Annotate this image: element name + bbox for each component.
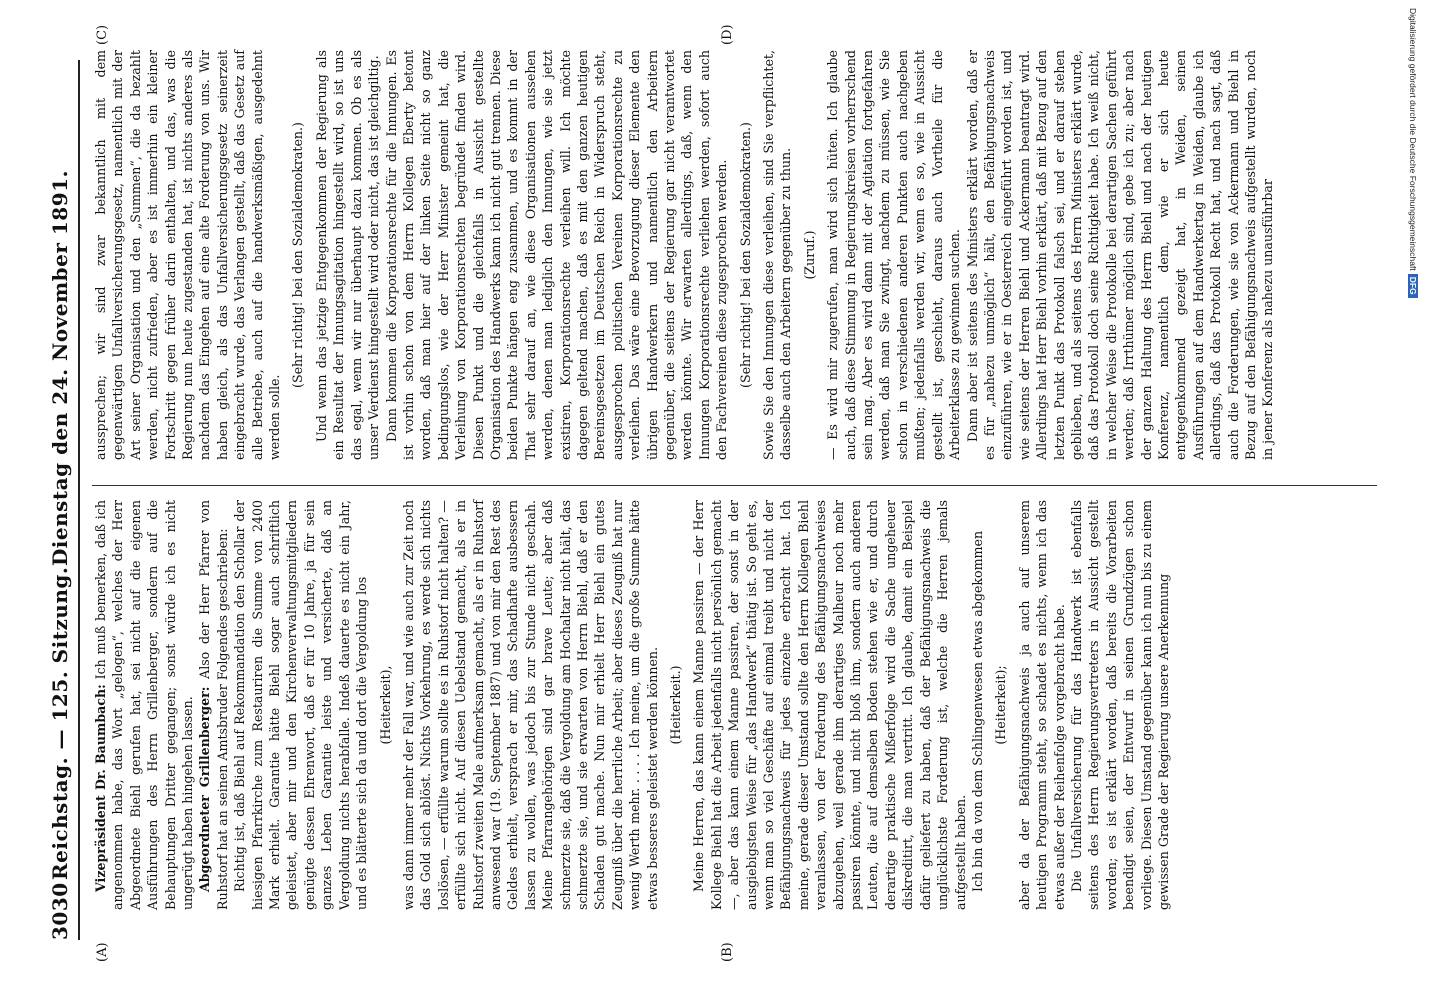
paragraph-text: Also der Herr Pfarrer von Ruhstorf hat an seinen Amtsbruder Folgendes geschrieben:	[197, 500, 230, 910]
paragraph	[313, 50, 383, 460]
quoted-letter	[231, 500, 370, 910]
paragraph-text: (Sehr richtig! bei den Sozialdemokraten.)	[290, 122, 306, 388]
paragraph	[760, 50, 795, 460]
credit-text: Digitalisierung gefördert durch die Deutsche Forschungsgemeinschaft	[1408, 8, 1418, 271]
paragraph	[400, 500, 661, 910]
session-title: Reichstag. — 125. Sitzung.	[48, 566, 72, 880]
paragraph-text: aber da der Befähigungsnachweis ja auch auf unserem heutigen Programm steht, so schadet es nichts, wenn ich das etwas außer der Reihenfolge vorgebracht habe.	[1016, 500, 1067, 910]
header-rule	[78, 60, 80, 940]
paragraph-text: (Zuruf.)	[801, 230, 817, 280]
paragraph-text: Ich muß bemerken, daß ich angenommen habe, das Wort „gelogen“, welches der Herr Abgeordnete Biehl gerufen hat, sei nicht auf die eigenen Ausführungen des Herrn Grillenberger, sondern auf die Behauptungen Dritter gegangen; sonst würde ich es nicht ungerügt haben hingehen lassen.	[93, 500, 196, 910]
paragraph-text: — Es wird mir zugerufen, man wird sich hüten. Ich glaube auch, daß diese Stimmung in Regierungskreisen vorherrschend sein mag. Aber es wird dann mit der Agitation fortgefahren werden, daß man Sie zwingt, nachdem zu müssen, wie Sie schon in verschiedenen anderen Punkten auch nachgeben mußten; jedenfalls werden wir, wenn es so, wie in Aussicht gestellt ist, geschieht, daraus auch Vortheile für die Arbeiterklasse zu gewinnen suchen.	[825, 50, 963, 460]
dfg-logo: DFG	[1408, 274, 1418, 298]
paragraph-text: Die Unfallversicherung für das Handwerk ist ebenfalls seitens des Herrn Regierungsvertreters in Aussicht gestellt worden; es ist erklärt worden, daß bereits die Vorarbeiten beendigt seien, der Entwurf in seinen Grundzügen schon vorliege. Diesen Umstand gegenüber kann ich nun bis zu einem gewissen Grade der Regierung unsere Anerkennung	[1068, 500, 1171, 910]
paragraph-text: (Sehr richtig! bei den Sozialdemokraten.)	[737, 122, 753, 388]
paragraph-text: Dann kommen die Korporationsrechte für die Innungen. Es ist vorhin schon von dem Herrn Kollegen Eberty betont worden, daß man hier auf der linken Seite nicht so ganz bedingungslos, wie der Herr Minister gemeint hat, die Verleihung von Korporationsrechten begründet finden wird. Diesen Punkt und die gleichfalls in Aussicht gestellte Organisation des Handwerks kann ich nicht gut trennen. Diese beiden Punkte hängen eng zusammen, und es kommt in der That sehr darauf an, wie diese Organisationen aussehen werden, denen man lediglich den Innungen, wie sie jetzt existiren, Korporationsrechte verleihen will. Ich möchte dagegen geltend machen, daß es mit den ganzen heutigen Bereinsgesetzen im Deutschen Reich in Widerspruch steht, ausgesprochen politischen Vereinen Korporationsrechte zu verleihen. Das wäre eine Bevorzugung dieser Elemente den übrigen Handwerkern und namentlich den Arbeitern gegenüber, die seitens der Regierung gar nicht verantwortet werden könnte. Wir erwarten allerdings, daß, wenn den Innungen Korporationsrechte verliehen werden, sofort auch den Fachvereinen diese zugesprochen werden.	[383, 50, 730, 460]
paragraph-text: was dann immer mehr der Fall war, und wie auch zur Zeit noch das Gold sich ablöst. Nichts Vorkehrung, es werde sich nichts loslösen, — erfüllte warum sollte es in Ruhstorf nicht halten? — erfüllte sich nicht. Auf diesen Uebelstand gemacht, als er in Ruhstorf zweiten Male aufmerksam gemacht, als er in Ruhstorf anwesend war (19. September 1887) und von mir den Rest des Geldes erhielt, versprach er mir, das Schadhafte ausbessern lassen zu wollen, was jedoch bis zur Stunde nicht geschah. Meine Pfarrangehörigen sind gar brave Leute; aber daß schmerzte sie, daß die Vergoldung am Hochaltar nicht hält, das schmerzte sie, und sie erwarten von Herrn Biehl, daß er den Schaden gut mache. Nun mir erhielt Herr Biehl ein gutes Zeugniß über die herrliche Arbeit; aber dieses Zeugniß hat nur wenig Werth mehr. . . . . Ich meine, um die große Summe hätte etwas besseres geleistet werden können.	[400, 500, 660, 910]
paragraph-text: Ich bin da von dem Schlingenwesen etwas abgekommen	[969, 530, 985, 892]
margin-mark-a: (A)	[95, 942, 110, 962]
margin-mark-d: (D)	[720, 24, 735, 45]
digitization-credit	[1408, 8, 1418, 298]
paragraph	[964, 50, 1277, 460]
interjection	[992, 500, 1009, 910]
paragraph-text: (Heiterkeit);	[993, 665, 1009, 745]
paragraph	[92, 50, 283, 460]
speaker-name: Abgeordneter Grillenberger:	[197, 686, 213, 892]
paragraph	[1068, 500, 1172, 910]
interjection	[801, 50, 818, 460]
paragraph-text: aussprechen; wir sind zwar bekanntlich mit dem gegenwärtigen Unfallversicherungsgesetz, namentlich mit der Art seiner Organisation und den „Summen“, die da bezahlt werden, nicht zufrieden, aber es ist immerhin ein kleiner Fortschritt gegen früher darin enthalten, und das, was die Regierung nun heute zugestanden hat, ist nichts anderes als nachdem das Eingehen auf eine alte Forderung von uns. Wir haben gleich, als das Unfallversicherungsgesetz seinerzeit eingebracht wurde, das Verlangen gestellt, daß das Gesetz auf alle Betriebe, auch auf die handwerksmäßigen, ausgedehnt werden solle.	[93, 50, 283, 460]
paragraph	[969, 500, 986, 910]
paragraph-text: (Heiterkeit),	[377, 665, 393, 745]
paragraph	[1016, 500, 1068, 910]
paragraph	[383, 50, 731, 460]
interjection	[737, 50, 754, 460]
interjection	[377, 500, 394, 910]
interjection	[667, 500, 684, 910]
paragraph	[824, 50, 963, 460]
column-divider	[92, 485, 1377, 486]
interjection	[289, 50, 306, 460]
speech-paragraph	[92, 500, 196, 910]
session-date: Dienstag den 24. November 1891.	[48, 170, 72, 567]
margin-mark-b: (B)	[720, 942, 735, 962]
page-number: 3030	[48, 882, 72, 940]
paragraph-text: Richtig ist, daß Biehl auf Rekommandation den Schollar der hiesigen Pfarrkirche zum Restauriren die Summe von 2400 Mark erhielt. Garantie hätte Biehl sogar auch schriftlich geleistet, aber mir und den Kirchenverwaltungsmitgliedern genügte dessen Ehrenwort, daß er für 10 Jahre, ja für sein ganzes Leben Garantie leiste und versicherte, daß an Vergoldung nichts herabfalle. Indeß dauerte es nicht ein Jahr, und es blätterte sich da und dort die Vergoldung los	[232, 500, 370, 910]
margin-mark-c: (C)	[95, 24, 110, 45]
paragraph	[690, 500, 969, 910]
paragraph-text: Meine Herren, das kann einem Manne passiren — der Herr Kollege Biehl hat die Arbeit jedenfalls nicht persönlich gemacht —, aber das kann einem Manne passiren, der sonst in der ausgiebigsten Weise für „das Handwerk“ thätig ist. So geht es, wenn man so viel Geschäfte auf einmal treibt und nicht der Befähigungsnachweis für jedes einzelne erbracht hat. Ich meine, gerade dieser Umstand sollte den Herrn Kollegen Biehl veranlassen, von der Forderung des Befähigungsnachweises abzugehen, weil gerade ihm derartiges Malheur noch mehr passiren könnte, und nicht bloß ihm, sondern auch anderen Leuten, die auf demselben Boden stehen wie er, und durch derartige praktische Mißerfolge wird die Sache ungeheuer diskreditirt, die man vertritt. Ich glaube, damit ein Beispiel dafür geliefert zu haben, daß der Befähigungsnachweis die unglücklichste Forderung ist, welche die Herren jemals aufgestellt haben.	[691, 500, 968, 910]
page-header	[48, 60, 78, 940]
right-column	[92, 50, 1277, 460]
speaker-name: Vizepräsident Dr. Baumbach:	[93, 684, 108, 892]
paragraph-text: Sowie Sie den Innungen diese verleihen, sind Sie verpflichtet, dasselbe auch den Arbeitern gegenüber zu thun.	[761, 50, 794, 460]
left-column	[92, 500, 1172, 910]
speech-paragraph	[196, 500, 231, 910]
paragraph-text: (Heiterkeit.)	[668, 665, 683, 745]
paragraph-text: Und wenn das jetzige Entgegenkommen der Regierung als ein Resultat der Innungsagitation hingestellt wird, so ist uns das egal, wenn wir nur überhaupt dazu kommen. Ob es als unser Verdienst hingestellt wird oder nicht, das ist gleichgiltig.	[313, 50, 382, 460]
paragraph-text: Dann aber ist seitens des Ministers erklärt worden, daß er es für „nahezu unmöglich“ hält, den Befähigungsnachweis einzuführen, wie er in Oesterreich eingeführt worden ist, und wie seitens der Herren Biehl und Ackermann beantragt wird. Allerdings hat Herr Biehl vorhin erklärt, daß mit Bezug auf den letzten Punkt das Protokoll falsch sei, und er darauf stehen geblieben, und als seitens des Herrn Ministers erklärt wurde, daß das Protokoll doch seine Richtigkeit habe. Ich weiß nicht, in welcher Weise die Protokolle bei derartigen Sachen geführt werden; daß Irrthümer möglich sind, gebe ich zu; aber nach der ganzen Haltung des Herrn Biehl und nach der heutigen Konferenz, namentlich dem, wie er sich heute entgegenkommend gezeigt hat, in Weiden, seinen Ausführungen auf dem Handwerkertag in Weiden, glaube ich allerdings, daß das Protokoll Recht hat, und nach sagt, daß auch die Forderungen, wie sie von Ackermann und Biehl in Bezug auf den Befähigungsnachweis aufgestellt wurden, noch in jener Konferenz als nahezu unausführbar	[964, 50, 1276, 460]
